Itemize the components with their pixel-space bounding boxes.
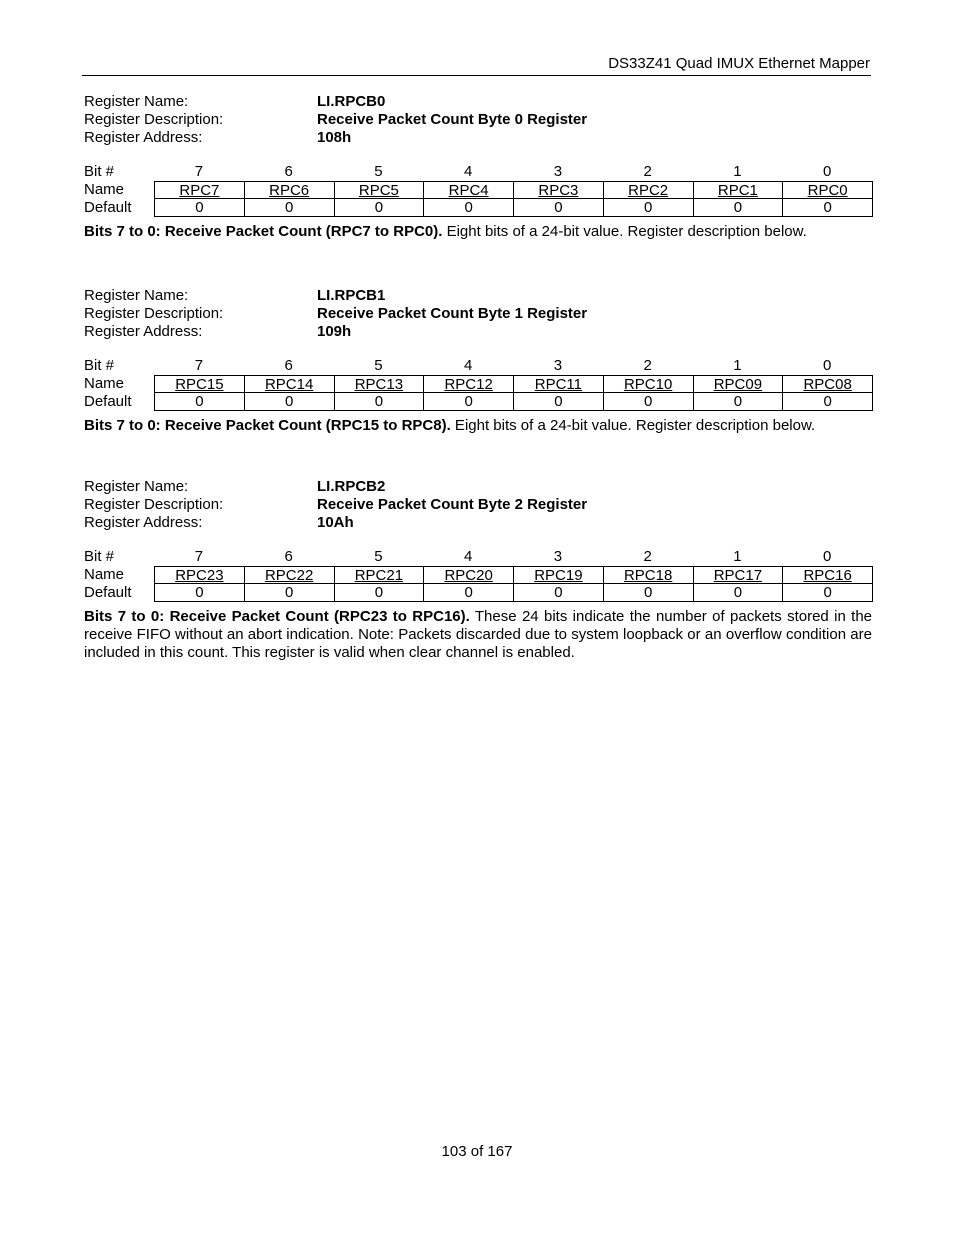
bit-number: 2 <box>643 548 652 565</box>
bit-number: 2 <box>643 357 652 374</box>
register-address-label: Register Address: <box>84 323 203 340</box>
bit-default-cell: 0 <box>155 199 245 217</box>
register-block-rpcb0 <box>84 93 872 241</box>
bit-default-label: Default <box>84 584 132 601</box>
bit-number: 5 <box>374 357 383 374</box>
bit-default-cell: 0 <box>514 584 604 602</box>
register-address-row <box>84 514 872 532</box>
bit-number: 3 <box>553 357 563 374</box>
register-address-label: Register Address: <box>84 129 203 146</box>
bit-default-cell: 0 <box>783 393 873 411</box>
bit-name-cell: RPC18 <box>604 566 694 584</box>
bit-number: 0 <box>822 163 832 180</box>
register-address-row <box>84 129 872 147</box>
bit-name-cell: RPC2 <box>604 181 694 199</box>
register-address-row <box>84 323 872 341</box>
register-description-label: Register Description: <box>84 111 224 128</box>
bit-default-cell: 0 <box>245 199 335 217</box>
bit-name-cell: RPC3 <box>514 181 604 199</box>
bit-name-cell: RPC5 <box>335 181 425 199</box>
register-name-value: LI.RPCB2 <box>317 478 386 495</box>
bit-name-cell: RPC12 <box>424 375 514 393</box>
header-rule <box>82 75 871 76</box>
register-address-value: 10Ah <box>317 514 354 531</box>
bit-description-heading: Bits 7 to 0: Receive Packet Count (RPC7 to RPC0). <box>84 223 443 240</box>
register-name-label: Register Name: <box>84 93 189 110</box>
bit-default-label: Default <box>84 199 132 216</box>
bit-default-cell: 0 <box>335 393 425 411</box>
register-name-row <box>84 287 872 305</box>
register-address-label: Register Address: <box>84 514 203 531</box>
bit-name-cell: RPC21 <box>335 566 425 584</box>
bit-name-row <box>84 375 872 393</box>
bit-default-cell: 0 <box>783 584 873 602</box>
bit-number: 7 <box>194 163 204 180</box>
bit-number: 1 <box>733 357 742 374</box>
register-description-row <box>84 496 872 514</box>
bit-number: 4 <box>463 357 473 374</box>
bit-number-row <box>84 548 872 566</box>
bit-default-label: Default <box>84 393 132 410</box>
bit-number: 1 <box>733 163 742 180</box>
bit-name-label: Name <box>84 375 125 392</box>
bit-default-cell: 0 <box>694 393 784 411</box>
bit-number: 3 <box>553 163 563 180</box>
bit-name-cell: RPC0 <box>783 181 873 199</box>
bit-table <box>84 357 872 411</box>
bit-number: 0 <box>822 357 832 374</box>
bit-default-cell: 0 <box>335 199 425 217</box>
bit-default-row <box>84 393 872 411</box>
register-description-row <box>84 305 872 323</box>
bit-default-cell: 0 <box>694 584 784 602</box>
bit-default-row <box>84 199 872 217</box>
register-block-rpcb2 <box>84 478 872 662</box>
bit-default-cell: 0 <box>694 199 784 217</box>
bit-default-cell: 0 <box>155 393 245 411</box>
bit-name-cell: RPC16 <box>783 566 873 584</box>
bit-number: 5 <box>374 548 383 565</box>
register-description-value: Receive Packet Count Byte 1 Register <box>317 305 588 322</box>
bit-default-cell: 0 <box>604 393 694 411</box>
bit-name-cell: RPC20 <box>424 566 514 584</box>
bit-number: 6 <box>284 163 293 180</box>
bit-name-cell: RPC17 <box>694 566 784 584</box>
bit-name-cell: RPC11 <box>514 375 604 393</box>
bit-number: 6 <box>284 357 293 374</box>
bit-default-cell: 0 <box>424 393 514 411</box>
bit-default-cell: 0 <box>604 584 694 602</box>
bit-default-cell: 0 <box>604 199 694 217</box>
register-address-value: 109h <box>317 323 352 340</box>
bit-name-cell: RPC15 <box>155 375 245 393</box>
bit-name-label: Name <box>84 566 125 583</box>
register-name-row <box>84 93 872 111</box>
bit-name-cell: RPC10 <box>604 375 694 393</box>
bit-number: 7 <box>194 357 204 374</box>
bit-default-cell: 0 <box>514 393 604 411</box>
bit-description-text: These 24 bits indicate the number of packets stored in the receive FIFO without an abort indication. Note: Packets discarded due to system loopback or an overflow condition are included in this count. This register is valid when clear channel is enabled. <box>84 608 873 661</box>
bit-description-text: Eight bits of a 24-bit value. Register description below. <box>450 417 816 434</box>
bit-number-label: Bit # <box>84 163 115 180</box>
register-name-label: Register Name: <box>84 287 189 304</box>
bit-description <box>84 223 872 241</box>
bit-number: 3 <box>553 548 563 565</box>
bit-default-row <box>84 584 872 602</box>
register-description-value: Receive Packet Count Byte 2 Register <box>317 496 588 513</box>
register-name-value: LI.RPCB0 <box>317 93 386 110</box>
bit-name-label: Name <box>84 181 125 198</box>
register-description-row <box>84 111 872 129</box>
bit-description <box>84 608 872 662</box>
register-description-value: Receive Packet Count Byte 0 Register <box>317 111 588 128</box>
bit-name-cell: RPC09 <box>694 375 784 393</box>
page-header-title: DS33Z41 Quad IMUX Ethernet Mapper <box>608 55 870 72</box>
bit-number: 7 <box>194 548 204 565</box>
bit-number-label: Bit # <box>84 357 115 374</box>
bit-number: 6 <box>284 548 293 565</box>
bit-number: 1 <box>733 548 742 565</box>
bit-table <box>84 163 872 217</box>
bit-name-cell: RPC6 <box>245 181 335 199</box>
register-description-label: Register Description: <box>84 496 224 513</box>
bit-number: 4 <box>463 163 473 180</box>
bit-number-row <box>84 357 872 375</box>
register-name-label: Register Name: <box>84 478 189 495</box>
bit-name-cell: RPC19 <box>514 566 604 584</box>
bit-description-heading: Bits 7 to 0: Receive Packet Count (RPC23 to RPC16). <box>84 608 470 625</box>
bit-name-row <box>84 181 872 199</box>
page-number: 103 of 167 <box>441 1143 513 1160</box>
bit-number: 0 <box>822 548 832 565</box>
register-name-value: LI.RPCB1 <box>317 287 386 304</box>
bit-default-cell: 0 <box>245 393 335 411</box>
register-description-label: Register Description: <box>84 305 224 322</box>
bit-default-cell: 0 <box>424 199 514 217</box>
bit-default-cell: 0 <box>335 584 425 602</box>
bit-name-cell: RPC22 <box>245 566 335 584</box>
register-block-rpcb1 <box>84 287 872 435</box>
bit-default-cell: 0 <box>783 199 873 217</box>
bit-name-cell: RPC14 <box>245 375 335 393</box>
bit-description-text: Eight bits of a 24-bit value. Register description below. <box>442 223 807 240</box>
bit-name-row <box>84 566 872 584</box>
register-address-value: 108h <box>317 129 352 146</box>
bit-name-cell: RPC23 <box>155 566 245 584</box>
bit-table <box>84 548 872 602</box>
bit-number-label: Bit # <box>84 548 115 565</box>
bit-default-cell: 0 <box>514 199 604 217</box>
bit-name-cell: RPC13 <box>335 375 425 393</box>
register-name-row <box>84 478 872 496</box>
bit-default-cell: 0 <box>245 584 335 602</box>
bit-name-cell: RPC7 <box>155 181 245 199</box>
bit-number-row <box>84 163 872 181</box>
bit-name-cell: RPC08 <box>783 375 873 393</box>
bit-default-cell: 0 <box>155 584 245 602</box>
bit-number: 2 <box>643 163 652 180</box>
bit-description <box>84 417 872 435</box>
bit-default-cell: 0 <box>424 584 514 602</box>
bit-name-cell: RPC4 <box>424 181 514 199</box>
bit-name-cell: RPC1 <box>694 181 784 199</box>
bit-number: 4 <box>463 548 473 565</box>
bit-description-heading: Bits 7 to 0: Receive Packet Count (RPC15 to RPC8). <box>84 417 451 434</box>
bit-number: 5 <box>374 163 383 180</box>
